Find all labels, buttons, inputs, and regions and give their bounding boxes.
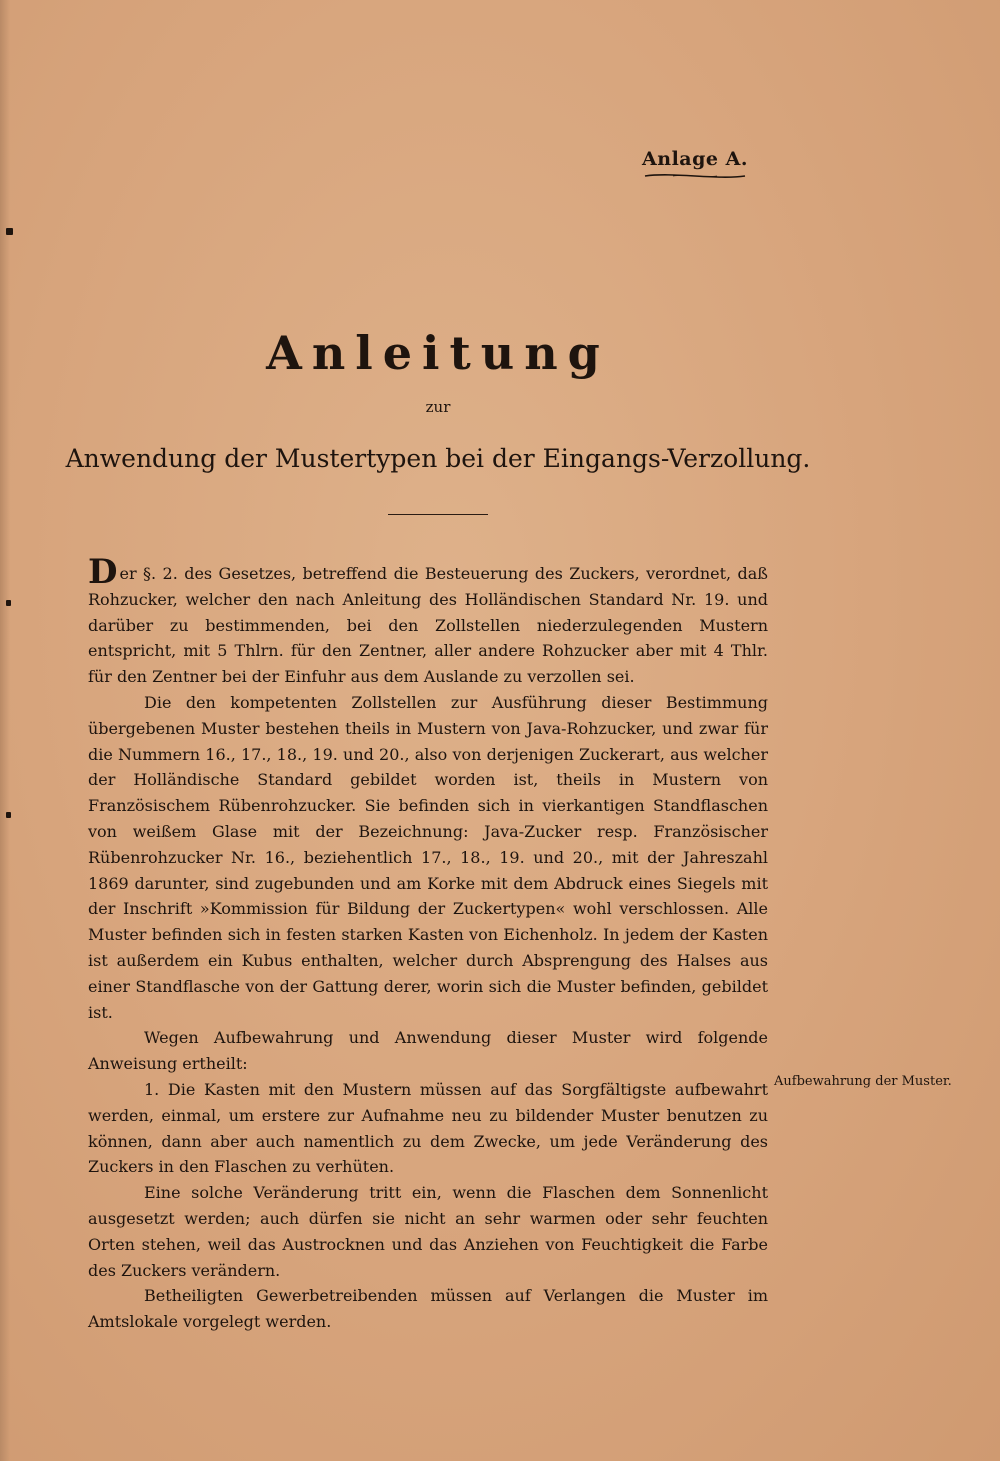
paragraph-text: Die den kompetenten Zollstellen zur Ausführung dieser Bestimmung übergebenen Muster bestehen theils in Mustern von Java-Rohzucker, und zwar für die Nummern 16., 17., 18., 19. und 20., also von derjenigen Zuckerart, aus welcher der Holländische Standard gebildet worden ist, theils in Mustern von Französischem Rübenrohzucker. Sie befinden sich in vierkantigen Standflaschen von weißem Glase mit der Bezeichnung: Java-Zucker resp. Französischer Rübenrohzucker Nr. 16., beziehentlich 17., 18., 19. und 20., mit der Jahreszahl 1869 darunter, sind zugebunden und am Korke mit dem Abdruck eines Siegels mit der Inschrift »Kommission für Bildung der Zuckertypen« wohl verschlossen. Alle Muster befinden sich in festen starken Kasten von Eichenholz. In jedem der Kasten ist außerdem ein Kubus enthalten, welcher durch Absprengung des Halses aus einer Standflasche von der Gattung derer, worin sich die Muster befinden, gebildet ist.	[88, 692, 768, 1022]
title-divider	[388, 514, 488, 515]
document-body	[88, 552, 768, 1335]
paragraph	[88, 1180, 768, 1283]
page-edge-shadow	[0, 0, 10, 1461]
margin-mark	[6, 228, 13, 235]
title-connector: zur	[425, 398, 451, 416]
document-subtitle: Anwendung der Mustertypen bei der Eingangs-Verzollung.	[65, 444, 811, 473]
annex-label-text: Anlage A.	[642, 148, 748, 170]
paragraph-text: Betheiligten Gewerbetreibenden müssen auf Verlangen die Muster im Amtslokale vorgelegt werden.	[88, 1286, 768, 1332]
document-title: Anleitung	[266, 326, 610, 380]
paragraph-text: Wegen Aufbewahrung und Anwendung dieser Muster wird folgende Anweisung ertheilt:	[88, 1028, 768, 1074]
drop-cap: D	[88, 552, 118, 592]
paragraph	[88, 1283, 768, 1335]
paragraph-text: 1. Die Kasten mit den Mustern müssen auf das Sorgfältigste aufbewahrt werden, einmal, um erstere zur Aufnahme neu zu bildender Muster benutzen zu können, dann aber auch namentlich zu dem Zwecke, um jede Veränderung des Zuckers in den Flaschen zu verhüten.	[88, 1079, 768, 1177]
flourish-ornament	[643, 172, 747, 180]
paragraph	[88, 552, 768, 690]
paragraph	[88, 1025, 768, 1077]
paragraph	[88, 1077, 768, 1180]
margin-mark	[6, 812, 11, 818]
margin-note: Aufbewahrung der Muster.	[774, 1074, 952, 1089]
annex-label	[640, 148, 750, 180]
paragraph	[88, 690, 768, 1025]
margin-mark	[6, 600, 11, 606]
paragraph-text: Eine solche Veränderung tritt ein, wenn die Flaschen dem Sonnenlicht ausgesetzt werden; auch dürfen sie nicht an sehr warmen oder sehr feuchten Orten stehen, weil das Austrocknen und das Anziehen von Feuchtigkeit die Farbe des Zuckers verändern.	[88, 1183, 768, 1280]
paragraph-text: er §. 2. des Gesetzes, betreffend die Besteuerung des Zuckers, verordnet, daß Rohzucker, welcher den nach Anleitung des Holländischen Standard Nr. 19. und darüber zu bestimmenden, bei den Zollstellen niederzulegenden Mustern entspricht, mit 5 Thlrn. für den Zentner, aller andere Rohzucker aber mit 4 Thlr. für den Zentner bei der Einfuhr aus dem Auslande zu verzollen sei.	[88, 564, 768, 687]
